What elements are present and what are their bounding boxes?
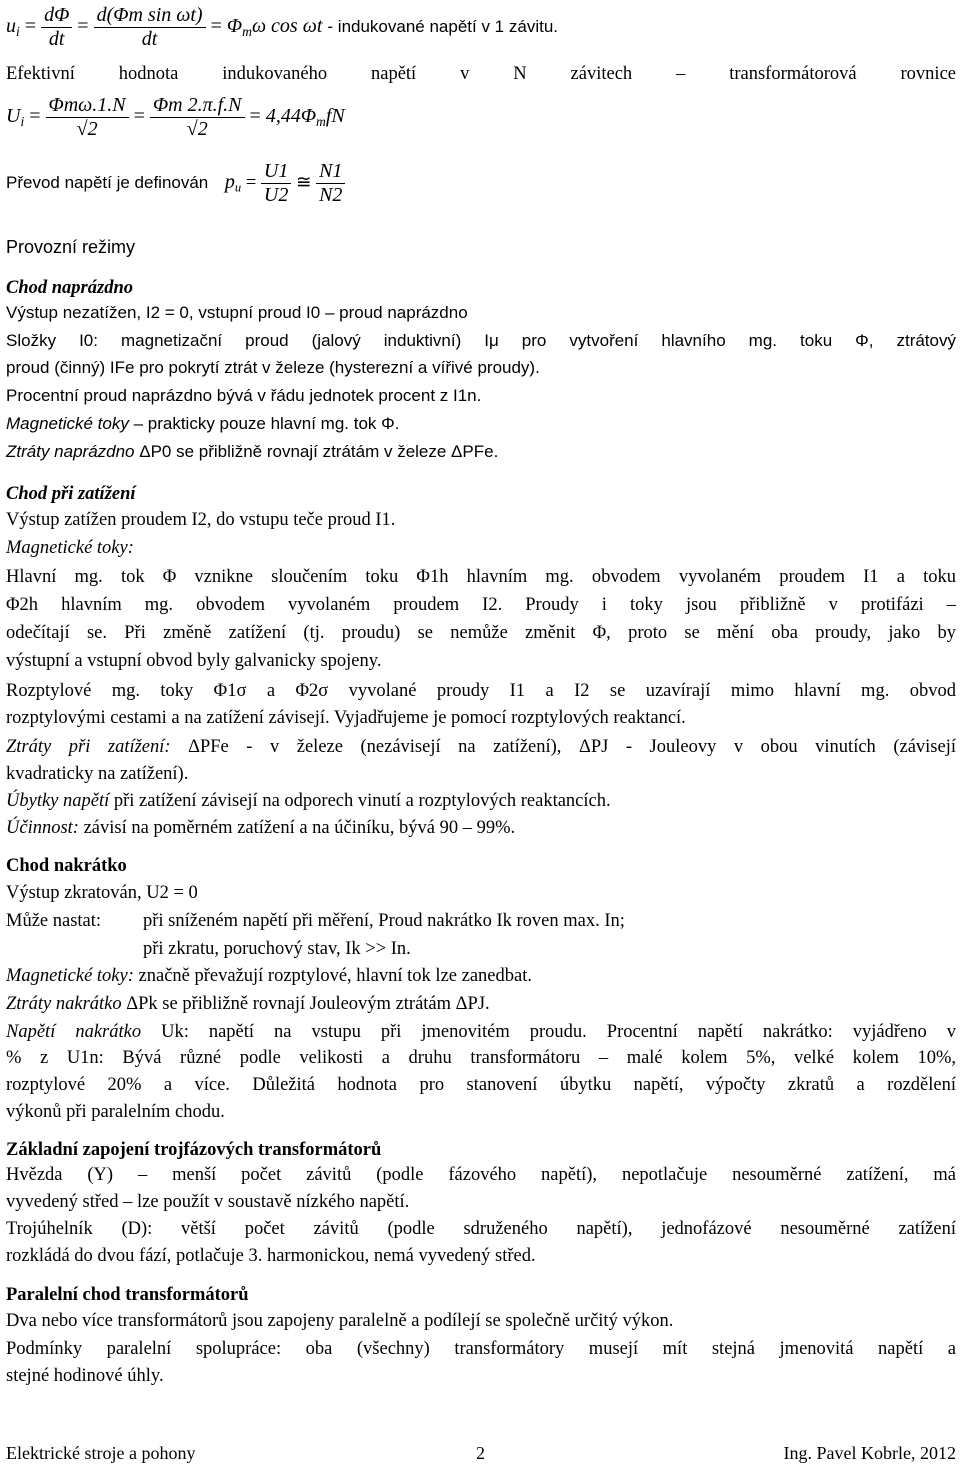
eq2-fraction-1: $\frac{\text{Φmω.1.N}}{√2}$: [46, 94, 129, 141]
text-line: Magnetické toky:: [6, 538, 134, 558]
heading-three-phase: Základní zapojení trojfázových transformátorů: [6, 1140, 382, 1160]
text-line: stejné hodinové úhly.: [6, 1366, 164, 1386]
text-line: rozkládá do dvou fází, potlačuje 3. harmonickou, nemá vyvedený střed.: [6, 1246, 536, 1266]
text-line: Výstup zkratován, U2 = 0: [6, 883, 198, 903]
eq1-fraction-2: $\frac{\text{d(Φm sin ωt)}}{dt}$: [94, 4, 206, 51]
text-line: Procentní proud naprázdno bývá v řádu jednotek procent z I1n.: [6, 386, 482, 405]
heading-no-load: Chod naprázdno: [6, 278, 133, 298]
text-line: vyvedený střed – lze použít v soustavě nízkého napětí.: [6, 1192, 410, 1212]
heading-parallel: Paralelní chod transformátorů: [6, 1285, 249, 1305]
eq1-fraction-1: $\frac{d\Phi}{dt}$: [41, 4, 72, 51]
text-line: výkonů při paralelním chodu.: [6, 1102, 225, 1122]
text-line: Hlavní mg. tok Φ vznikne sloučením toku Φ1h hlavním mg. obvodem vyvolaném proudem I1 a toku: [6, 567, 956, 587]
eq1-lhs: u: [6, 15, 16, 38]
text-line: odečítají se. Při změně zatížení (tj. proudu) se nemůže změnit Φ, proto se mění oba proudy, jako by: [6, 623, 956, 643]
equation-induced-voltage: $u_i$ = $\frac{d\Phi}{dt}$ = $\frac{\text{d(Φm sin ωt)}}{dt}$ = $\Phi_m\omega$ cos ωt - indukované napětí v 1 závitu.: [6, 4, 558, 50]
eq2-intro: Efektivní hodnota indukovaného napětí v N závitech – transformátorová rovnice: [6, 64, 956, 84]
text-line: při sníženém napětí při měření, Proud nakrátko Ik roven max. In;: [143, 911, 625, 931]
section-title-modes: Provozní režimy: [6, 237, 136, 257]
text-line: při zkratu, poruchový stav, Ik >> In.: [143, 939, 411, 959]
page-footer: [6, 1442, 956, 1465]
eq3-fraction-2: $\frac{N1}{N2}$: [316, 160, 345, 207]
text-line: Magnetické toky – prakticky pouze hlavní mg. tok Φ.: [6, 414, 400, 433]
text-line: Podmínky paralelní spolupráce: oba (všechny) transformátory musejí mít stejná jmenovitá napětí a: [6, 1339, 956, 1359]
text-line: Trojúhelník (D): větší počet závitů (podle sdruženého napětí), jednofázové nesouměrné zatížení: [6, 1219, 956, 1239]
footer-author: Ing. Pavel Kobrle, 2012: [783, 1443, 956, 1463]
text-line: výstupní a vstupní obvod byly galvanicky spojeny.: [6, 651, 382, 671]
text-line: Výstup zatížen proudem I2, do vstupu teče proud I1.: [6, 510, 396, 530]
text-line: Úbytky napětí při zatížení závisejí na odporech vinutí a rozptylových reaktancích.: [6, 791, 611, 811]
heading-load: Chod při zatížení: [6, 484, 136, 504]
text-line: rozptylovými cestami a na zatížení závisejí. Vyjadřujeme je pomocí rozptylových reaktancí.: [6, 708, 686, 728]
text-line: Ztráty nakrátko ΔPk se přibližně rovnají Jouleovým ztrátám ΔPJ.: [6, 994, 490, 1014]
text-line: kvadraticky na zatížení).: [6, 764, 189, 784]
eq1-note: - indukované napětí v 1 závitu.: [327, 17, 558, 37]
text-line: Magnetické toky: značně převažují rozptylové, hlavní tok lze zanedbat.: [6, 966, 532, 986]
text-line: Rozptylové mg. toky Φ1σ a Φ2σ vyvolané proudy I1 a I2 se uzavírají mimo hlavní mg. obvod: [6, 681, 956, 701]
text-line: Složky I0: magnetizační proud (jalový induktivní) Iμ pro vytvoření hlavního mg. toku Φ, ztrátový: [6, 331, 956, 350]
equation-voltage-ratio: Převod napětí je definován $p_u$ = $\frac{U1}{U2}$ ≅ $\frac{N1}{N2}$: [6, 160, 345, 207]
text-line: Φ2h hlavním mg. obvodem vyvolaném proudem I2. Proudy i toky jsou přibližně v protifázi –: [6, 595, 956, 615]
text-line: Výstup nezatížen, I2 = 0, vstupní proud I0 – proud naprázdno: [6, 303, 468, 322]
heading-short-circuit: Chod nakrátko: [6, 856, 127, 876]
eq3-fraction-1: $\frac{U1}{U2}$: [261, 160, 291, 207]
eq3-label: Převod napětí je definován: [6, 172, 209, 192]
text-line: rozptylové 20% a více. Důležitá hodnota pro stanovení úbytku napětí, výpočty zkratů a rozdělení: [6, 1075, 956, 1095]
eq2-fraction-2: $\frac{\Phi m 2.\pi.f.N}{√2}$: [150, 94, 245, 141]
text-line: Hvězda (Y) – menší počet závitů (podle fázového napětí), nepotlačuje nesouměrné zatížení, má: [6, 1165, 956, 1185]
footer-title: Elektrické stroje a pohony: [6, 1443, 196, 1463]
text-line: Ztráty naprázdno ΔP0 se přibližně rovnají ztrátám v železe ΔPFe.: [6, 442, 499, 461]
text-line: % z U1n: Bývá různé podle velikosti a druhu transformátoru – malé kolem 5%, velké kolem 10%,: [6, 1048, 956, 1068]
page-number: 2: [476, 1443, 485, 1463]
text-line: proud (činný) IFe pro pokrytí ztrát v železe (hysterezní a vířivé proudy).: [6, 358, 540, 377]
text-line: Účinnost: závisí na poměrném zatížení a na účiníku, bývá 90 – 99%.: [6, 818, 516, 838]
text-line: Může nastat:: [6, 911, 102, 931]
text-line: Napětí nakrátko Uk: napětí na vstupu při jmenovitém proudu. Procentní napětí nakrátko: vyjádřeno v: [6, 1022, 956, 1042]
equation-transformer: $U_i$ = $\frac{\text{Φmω.1.N}}{√2}$ = $\frac{\Phi m 2.\pi.f.N}{√2}$ = $4,44\Phi_mfN$: [6, 94, 345, 140]
text-line: Ztráty při zatížení: ΔPFe - v železe (nezávisejí na zatížení), ΔPJ - Jouleovy v obou vinutích (závisejí: [6, 737, 956, 757]
text-line: Dva nebo více transformátorů jsou zapojeny paralelně a podílejí se společně určitý výkon.: [6, 1311, 674, 1331]
